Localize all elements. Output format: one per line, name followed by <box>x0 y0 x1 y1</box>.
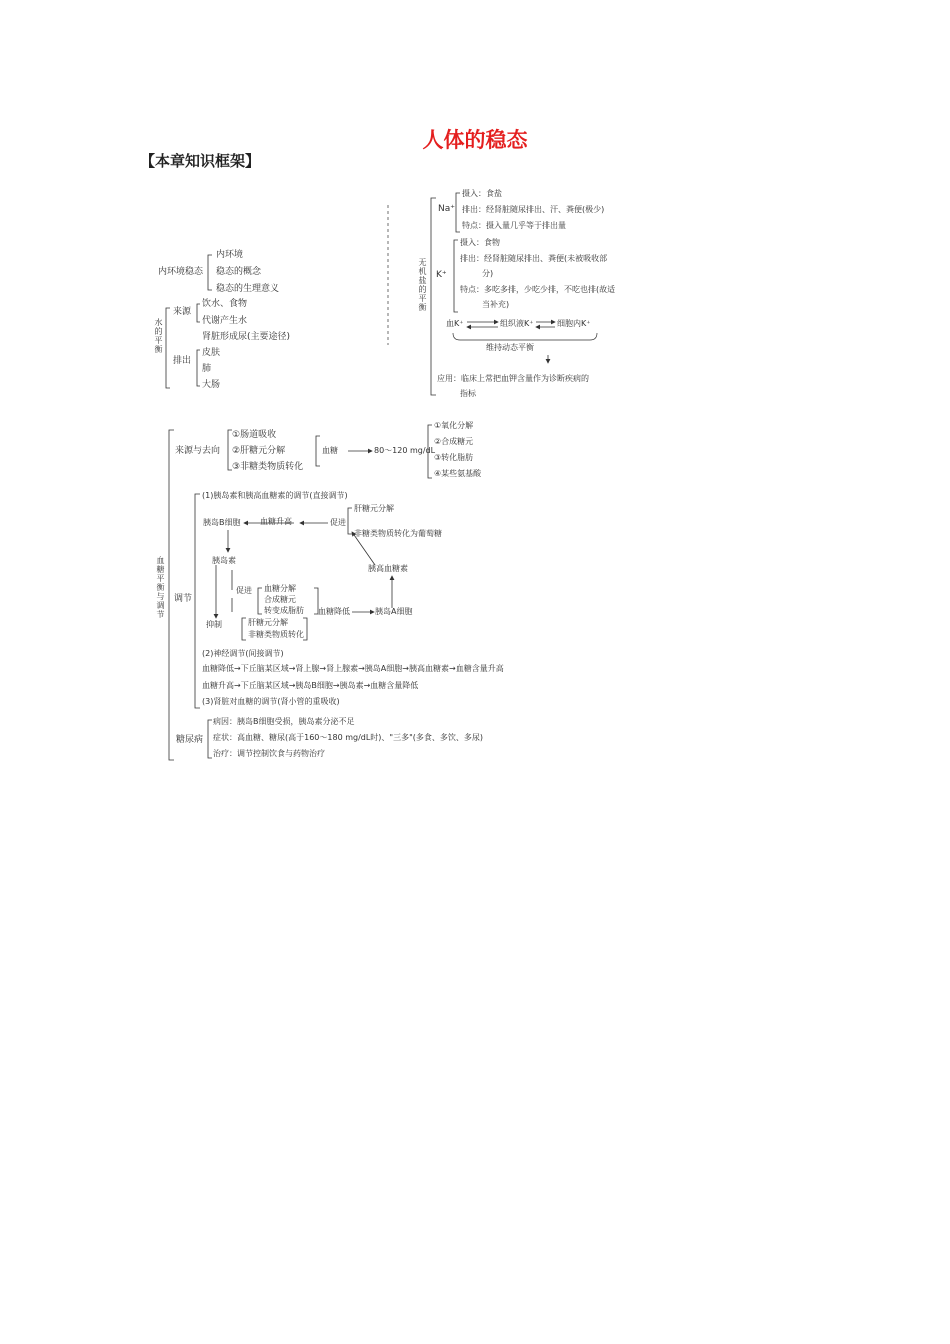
k-flow-note: 维持动态平衡 <box>486 343 534 352</box>
source-item: 代谢产生水 <box>202 316 248 326</box>
discharge-item: 肾脏形成尿(主要途径) <box>202 332 291 342</box>
regulate-label: 调节 <box>174 594 193 604</box>
k-item: 排出：经肾脏随尿排出、粪便(未被吸收部 <box>460 254 608 263</box>
glucose-source: ③非糖类物质转化 <box>232 462 304 472</box>
direct-heading: (1)胰岛素和胰高血糖素的调节(直接调节) <box>202 491 348 500</box>
glucose-dest: ①氧化分解 <box>434 421 474 430</box>
glucose-side-label: 血糖平衡与调节 <box>156 556 165 619</box>
k-item: 当补充) <box>482 300 510 309</box>
neural-heading: (2)神经调节(间接调节) <box>202 649 284 658</box>
inner-env-item: 稳态的生理意义 <box>216 284 280 294</box>
k-item: 特点：多吃多排，少吃少排，不吃也排(故适 <box>460 285 616 294</box>
k-flow-tissue: 组织液K⁺ <box>500 319 534 328</box>
blood-sugar-range: 80～120 mg/dL <box>374 446 436 455</box>
glucose-source: ①肠道吸收 <box>232 430 277 440</box>
diabetes-label: 糖尿病 <box>176 735 204 745</box>
k-flow-blood: 血K⁺ <box>446 319 464 328</box>
a-cell: 胰岛A细胞 <box>375 607 413 616</box>
glucagon-label: 胰高血糖素 <box>368 564 408 573</box>
discharge-item: 肺 <box>202 364 212 374</box>
diabetes-item: 治疗：调节控制饮食与药物治疗 <box>213 749 325 758</box>
na-item: 特点：摄入量几乎等于排出量 <box>462 221 566 230</box>
kidney-heading: (3)肾脏对血糖的调节(肾小管的重吸收) <box>202 697 340 706</box>
inner-env-item: 内环境 <box>216 250 244 260</box>
promote-item: 非糖类物质转化为葡萄糖 <box>354 529 442 538</box>
inner-env-item: 稳态的概念 <box>216 267 262 277</box>
b-cell: 胰岛B细胞 <box>203 518 241 527</box>
glucose-source: ②肝糖元分解 <box>232 446 286 456</box>
inhibit-item: 肝糖元分解 <box>248 618 288 627</box>
inner-env-label: 内环境稳态 <box>158 267 204 277</box>
blood-sugar-label: 血糖 <box>322 446 338 455</box>
neural-low: 血糖降低→下丘脑某区域→肾上腺→肾上腺素→胰岛A细胞→胰高血糖素→血糖含量升高 <box>202 664 504 673</box>
discharge-item: 大肠 <box>202 380 221 390</box>
discharge-item: 皮肤 <box>202 348 221 358</box>
source-item: 饮水、食物 <box>202 299 248 309</box>
water-balance-label: 水的平衡 <box>154 318 163 354</box>
k-item: 摄入：食物 <box>460 238 500 247</box>
glucose-dest: ②合成糖元 <box>434 437 474 446</box>
glu-item: 合成糖元 <box>264 595 296 604</box>
neural-high: 血糖升高→下丘脑某区域→胰岛B细胞→胰岛素→血糖含量降低 <box>202 681 419 690</box>
apply-text: 指标 <box>460 389 476 398</box>
promote-label: 促进 <box>330 518 346 527</box>
apply-text: 应用：临床上常把血钾含量作为诊断疾病的 <box>437 374 589 383</box>
k-item: 分) <box>482 269 494 278</box>
na-item: 摄入：食盐 <box>462 189 502 198</box>
source-label: 来源 <box>173 307 192 317</box>
na-item: 排出：经肾脏随尿排出、汗、粪便(极少) <box>462 205 605 214</box>
drop-label: 血糖降低 <box>318 607 350 616</box>
promote-item: 肝糖元分解 <box>354 504 394 513</box>
section-heading: 【本章知识框架】 <box>140 152 261 170</box>
glucose-dest: ③转化脂肪 <box>434 453 474 462</box>
source-dest-label: 来源与去向 <box>175 446 221 456</box>
k-label: K⁺ <box>436 270 447 280</box>
inhibit-label: 抑制 <box>206 620 222 629</box>
diabetes-item: 病因：胰岛B细胞受损，胰岛素分泌不足 <box>213 717 355 726</box>
page-title: 人体的稳态 <box>422 127 528 152</box>
k-flow-cell: 细胞内K⁺ <box>557 319 591 328</box>
glu-item: 血糖分解 <box>264 584 296 593</box>
glu-item: 转变成脂肪 <box>264 606 304 615</box>
salt-balance-label: 无机盐的平衡 <box>418 258 427 312</box>
rise-label: 血糖升高 <box>260 517 292 526</box>
diabetes-item: 症状：高血糖、糖尿(高于160～180 mg/dL时)、"三多"(多食、多饮、多尿) <box>213 733 484 742</box>
promote2-label: 促进 <box>236 586 252 595</box>
insulin-label: 胰岛素 <box>212 556 236 565</box>
discharge-label: 排出 <box>173 356 192 366</box>
na-label: Na⁺ <box>438 204 455 214</box>
glucose-dest: ④某些氨基酸 <box>434 469 482 478</box>
inhibit-item: 非糖类物质转化 <box>248 630 304 639</box>
